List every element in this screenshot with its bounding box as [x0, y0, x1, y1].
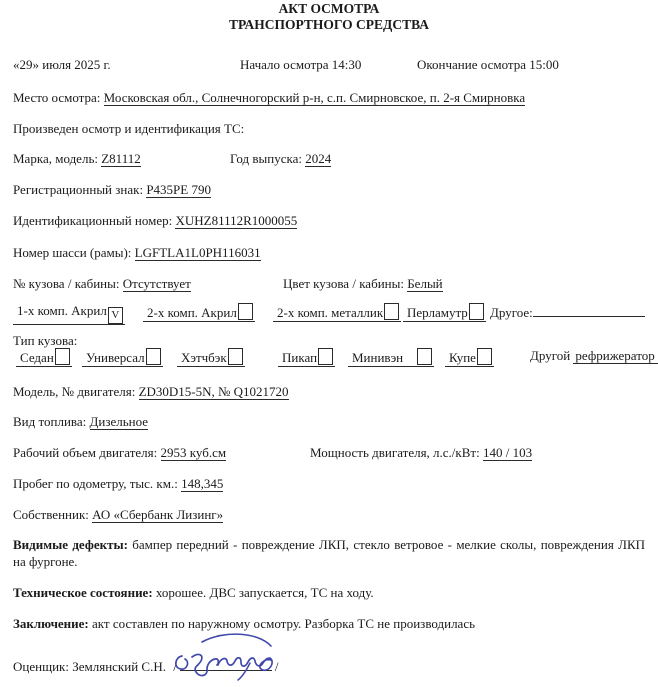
- handwritten-signature: [172, 629, 282, 681]
- owner-label: Собственник:: [13, 507, 89, 522]
- odometer-row: [13, 476, 645, 492]
- body-number-field: [13, 276, 191, 292]
- paint-option-label: 2-х комп. Акрил: [147, 305, 237, 320]
- appraiser-row: [13, 655, 645, 675]
- paint-option-acrylic-1: [13, 303, 125, 325]
- paint-option-acrylic-2: [143, 303, 255, 322]
- body-type-option-label: Универсал: [86, 350, 145, 365]
- color-value: Белый: [407, 276, 443, 291]
- appraiser-label: Оценщик:: [13, 659, 69, 674]
- intro-line: Произведен осмотр и идентификация ТС:: [13, 121, 245, 136]
- paint-checkbox-acrylic-2: [238, 303, 253, 320]
- paint-other-field: [490, 303, 645, 321]
- body-type-option-label: Хэтчбэк: [181, 350, 227, 365]
- paint-option-metallic: [273, 303, 401, 322]
- body-type-option-label: Седан: [20, 350, 54, 365]
- body-type-pickup: [278, 348, 335, 367]
- chassis-label: Номер шасси (рамы):: [13, 245, 132, 260]
- body-type-checkbox-hatchback: [228, 348, 243, 365]
- defects-paragraph: [13, 536, 645, 570]
- signature-slash-close: /: [274, 659, 279, 674]
- color-field: [283, 276, 443, 292]
- place-row: [13, 90, 645, 106]
- paint-checkbox-acrylic-1: V: [108, 307, 123, 324]
- signature-slash-open: /: [173, 659, 177, 674]
- body-type-option-label: Минивэн: [352, 350, 404, 365]
- body-type-coupe: [445, 348, 494, 367]
- body-type-other-field: [530, 348, 658, 364]
- body-type-wagon: [82, 348, 163, 367]
- place-value: Московская обл., Солнечногорский р-н, с.п. Смирновское, п. 2-я Смирновка: [103, 90, 526, 105]
- paint-other-label: Другое:: [490, 305, 533, 320]
- engine-power-field: [310, 445, 532, 461]
- owner-row: [13, 507, 645, 523]
- defects-text: бампер передний - повреждение ЛКП, стекло ветровое - мелкие сколы, повреждения ЛКП на фургоне.: [13, 537, 646, 569]
- reg-row: [13, 182, 645, 198]
- body-type-checkbox-pickup: [318, 348, 333, 365]
- inspection-date: «29» июля 2025 г.: [13, 57, 111, 72]
- body-type-sedan: [16, 348, 72, 367]
- body-type-minivan: [348, 348, 434, 367]
- year-field: [230, 151, 331, 167]
- chassis-value: LGFTLA1L0PH116031: [134, 245, 261, 260]
- doc-title-line2: ТРАНСПОРТНОГО СРЕДСТВА: [228, 17, 429, 32]
- owner-value: АО «Сбербанк Лизинг»: [92, 507, 224, 522]
- vin-value: XUHZ81112R1000055: [175, 213, 298, 228]
- paint-checkbox-metallic: [384, 303, 399, 320]
- paint-option-pearl: [403, 303, 486, 322]
- doc-title-line1: АКТ ОСМОТРА: [278, 1, 380, 16]
- body-type-option-label: Пикап: [282, 350, 318, 365]
- reg-label: Регистрационный знак:: [13, 182, 144, 197]
- conclusion-row: [13, 616, 645, 632]
- body-type-checkbox-sedan: [55, 348, 70, 365]
- engine-model-value: ZD30D15-5N, № Q1021720: [138, 384, 289, 399]
- body-type-other-label: Другой: [530, 348, 571, 363]
- paint-option-label: 2-х комп. металлик: [277, 305, 384, 320]
- paint-other-blank-line: [533, 303, 645, 317]
- body-number-label: № кузова / кабины:: [13, 276, 120, 291]
- body-type-hatchback: [177, 348, 245, 367]
- paint-option-label: 1-х комп. Акрил: [17, 303, 107, 318]
- body-type-label: Тип кузова:: [13, 333, 78, 348]
- inspection-start: Начало осмотра 14:30: [240, 57, 362, 72]
- year-label: Год выпуска:: [230, 151, 302, 166]
- body-type-checkbox-minivan: [417, 348, 432, 365]
- condition-row: [13, 585, 645, 601]
- vin-label: Идентификационный номер:: [13, 213, 173, 228]
- make-label: Марка, модель:: [13, 151, 98, 166]
- engine-volume-label: Рабочий объем двигателя:: [13, 445, 158, 460]
- color-label: Цвет кузова / кабины:: [283, 276, 404, 291]
- condition-text: хорошее. ДВС запускается, ТС на ходу.: [155, 585, 374, 600]
- appraiser-name: Землянский С.Н.: [72, 659, 166, 674]
- make-field: [13, 151, 141, 167]
- year-value: 2024: [305, 151, 332, 166]
- odometer-value: 148,345: [181, 476, 224, 491]
- engine-power-value: 140 / 103: [482, 445, 533, 460]
- conclusion-text: акт составлен по наружному осмотру. Разборка ТС не производилась: [92, 616, 476, 631]
- body-type-option-label: Купе: [449, 350, 476, 365]
- paint-option-label: Перламутр: [407, 305, 468, 320]
- body-number-value: Отсутствует: [122, 276, 191, 291]
- engine-power-label: Мощность двигателя, л.с./кВт:: [310, 445, 480, 460]
- defects-label: Видимые дефекты:: [13, 537, 128, 552]
- paint-checkbox-pearl: [469, 303, 484, 320]
- body-type-checkbox-wagon: [146, 348, 161, 365]
- engine-volume-field: [13, 445, 226, 461]
- signature-area: [180, 655, 272, 671]
- reg-value: Р435РЕ 790: [146, 182, 211, 197]
- body-type-other-value: рефрижератор: [573, 348, 658, 364]
- chassis-row: [13, 245, 645, 261]
- conclusion-label: Заключение:: [13, 616, 89, 631]
- body-type-checkbox-coupe: [477, 348, 492, 365]
- make-value: Z81112: [101, 151, 141, 166]
- condition-label: Техническое состояние:: [13, 585, 153, 600]
- odometer-label: Пробег по одометру, тыс. км.:: [13, 476, 178, 491]
- vin-row: [13, 213, 645, 229]
- fuel-label: Вид топлива:: [13, 414, 87, 429]
- engine-model-row: [13, 384, 645, 400]
- engine-volume-value: 2953 куб.см: [160, 445, 227, 460]
- place-label: Место осмотра:: [13, 90, 101, 105]
- fuel-row: [13, 414, 645, 430]
- fuel-value: Дизельное: [89, 414, 149, 429]
- inspection-end: Окончание осмотра 15:00: [417, 57, 559, 72]
- engine-model-label: Модель, № двигателя:: [13, 384, 136, 399]
